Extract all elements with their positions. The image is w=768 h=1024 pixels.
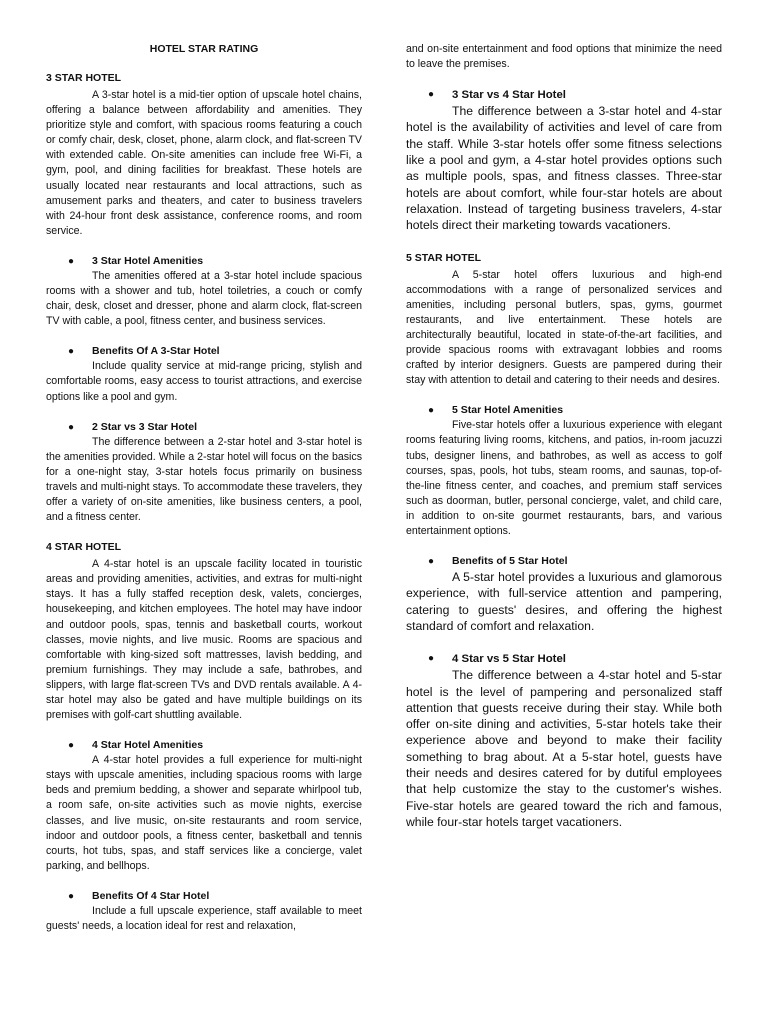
two-vs-three-text: The difference between a 2-star hotel and 3-star hotel is the amenities provided. While a 2-star hotel will focus on the basics for a one-night stay, 3-star hotels focus primarily on business travels and multi-night stays. To accommodate these travelers, they offer a variety of on-site amenities, like business centers, a pool, and a fitness center.	[46, 435, 362, 524]
subheading-label: 5 Star Hotel Amenities	[452, 404, 564, 417]
three-star-benefits-heading	[46, 344, 362, 359]
subheading-label: 3 Star Hotel Amenities	[92, 254, 204, 267]
subheading-label: 2 Star vs 3 Star Hotel	[92, 420, 198, 433]
five-star-amenities-text: Five-star hotels offer a luxurious experience with elegant rooms featuring living rooms, kitchens, and patios, in-room jacuzzi tubs, designer linens, and bathrobes, as well as access to golf courses, spas, pools, hot tubs, steam rooms, and saunas, top-of-the-line fitness center, and coaches, and premium staff services such as doorman, butler, personal concierge, valet, and child care, in addition to on-site gourmet restaurants, bars, and various entertainment options.	[406, 419, 722, 537]
subheading-label: Benefits Of A 3-Star Hotel	[92, 345, 220, 358]
bullet-icon: ●	[428, 556, 435, 568]
document-title: HOTEL STAR RATING	[149, 43, 259, 55]
three-star-amenities-heading	[46, 254, 362, 269]
three-star-amenities-text: The amenities offered at a 3-star hotel include spacious rooms with a shower and tub, hotel toiletries, a couch or comfy chair, desk, closet and dresser, phone and alarm clock, flat-screen TV with cable, a pool, fitness center, and business services.	[46, 269, 362, 328]
four-vs-five-text: The difference between a 4-star hotel and 5-star hotel is the level of pampering and personalized staff attention that guests receive during their stay. While both offer on-site dining and activities, 5-star hotels take their experience above and beyond to make their facility something to brag about. At a 5-star hotel, guests have their needs and desires catered for by dutiful employees that help customize the stay to the customer's wishes. Five-star hotels are geared toward the rich and famous, while four-star hotels target vacationers.	[406, 668, 722, 829]
bullet-icon: ●	[428, 405, 435, 417]
four-vs-five-heading	[406, 651, 722, 667]
bullet-icon: ●	[68, 421, 75, 433]
four-star-amenities-text: A 4-star hotel provides a full experience for multi-night stays with upscale amenities, including spacious rooms with large beds and premium bedding, a shower and separate whirlpool tub, a room safe, on-site activities such as movie nights, exercise classes, and live music, on-site restaurants and room service, indoor and outdoor pools, a fitness center, basketball and tennis courts, hot tubs, spas, and staff services like a concierge, valet parking, and bellhops.	[46, 754, 362, 872]
three-vs-four-text: The difference between a 3-star hotel and 4-star hotel is the availability of activities and level of care from the staff. While 3-star hotels offer some fitness selections like a pool and gym, a 4-star hotel provides options such as multiple pools, spas, and fitness classes. Three-star hotels are about comfort, while four-star hotels are about relaxation. Instead of targeting business travelers, 4-star hotels direct their marketing towards vacationers.	[406, 104, 722, 233]
four-star-heading: 4 STAR HOTEL	[46, 541, 122, 554]
three-star-text: A 3-star hotel is a mid-tier option of upscale hotel chains, offering a balance between affordability and amenities. They prioritize style and comfort, with spacious rooms featuring a couch or comfy chair, desk, closet, phone, alarm clock, and flat-screen TV with extended cable. On-site amenities can include free Wi-Fi, a gym, pool, and dining facilities for breakfast. These hotels are usually located near restaurants and local attractions, such as amusement parks and theaters, and cater to business travelers with 24-hour front desk assistance, conference rooms, and room service.	[46, 89, 362, 237]
five-star-amenities-heading	[406, 403, 722, 418]
four-star-text: A 4-star hotel is an upscale facility located in touristic areas and providing amenities, activities, and extras for multi-night stays. It has a fully staffed reception desk, valets, concierges, housekeeping, and kitchen employees. The hotel may have indoor and outdoor pools, spas, tennis and basketball courts, workout classes, movie nights, and live music. Rooms are spacious and comfortable with king-sized soft mattresses, lavish bedding, and premium furnishings. They may include a safe, bathrobes, and slippers, with large flat-screen TVs and DVD rentals available. A 4-star hotel may also be gated and have multiple buildings on its premises with golf-cart shuttling available.	[46, 558, 362, 722]
bullet-icon: ●	[428, 89, 435, 101]
five-star-heading: 5 STAR HOTEL	[406, 251, 482, 264]
four-star-benefits-continuation: and on-site entertainment and food options that minimize the need to leave the premises.	[406, 43, 722, 71]
five-star-benefits-heading	[406, 554, 722, 569]
four-star-amenities-heading	[46, 738, 362, 753]
four-star-benefits-text: Include a full upscale experience, staff available to meet guests' needs, a location ideal for rest and relaxation,	[46, 904, 362, 933]
right-column	[406, 42, 722, 847]
three-vs-four-heading	[406, 87, 722, 103]
five-star-text: A 5-star hotel offers luxurious and high-end accommodations with a range of personalized services and amenities, including personal butlers, spas, gyms, gourmet restaurants, and live entertainment. These hotels are architecturally beautiful, located in state-of-the-art facilities, and provide spacious rooms with extravagant lobbies and rooms crafted by interior designers. Guests are pampered during their stay with attention to detail and catering to their needs and desires.	[406, 268, 722, 387]
three-star-benefits-text: Include quality service at mid-range pricing, stylish and comfortable rooms, easy access to tourist attractions, and exercise options like a pool and gym.	[46, 360, 362, 403]
three-star-heading: 3 STAR HOTEL	[46, 72, 122, 84]
bullet-icon: ●	[428, 653, 435, 665]
five-star-benefits-text: A 5-star hotel provides a luxurious and glamorous experience, with full-service attention and pampering, catering to guests' desires, and offering the highest standard of comfort and relaxation.	[406, 570, 722, 633]
four-star-benefits-heading	[46, 889, 362, 904]
subheading-label: 3 Star vs 4 Star Hotel	[452, 89, 566, 102]
bullet-icon: ●	[68, 890, 75, 902]
subheading-label: Benefits Of 4 Star Hotel	[92, 889, 210, 902]
bullet-icon: ●	[68, 255, 75, 267]
bullet-icon: ●	[68, 740, 75, 752]
subheading-label: Benefits of 5 Star Hotel	[452, 555, 568, 568]
bullet-icon: ●	[68, 346, 75, 358]
left-column	[46, 42, 362, 949]
two-vs-three-heading	[46, 420, 362, 435]
subheading-label: 4 Star vs 5 Star Hotel	[452, 653, 566, 666]
subheading-label: 4 Star Hotel Amenities	[92, 739, 204, 752]
